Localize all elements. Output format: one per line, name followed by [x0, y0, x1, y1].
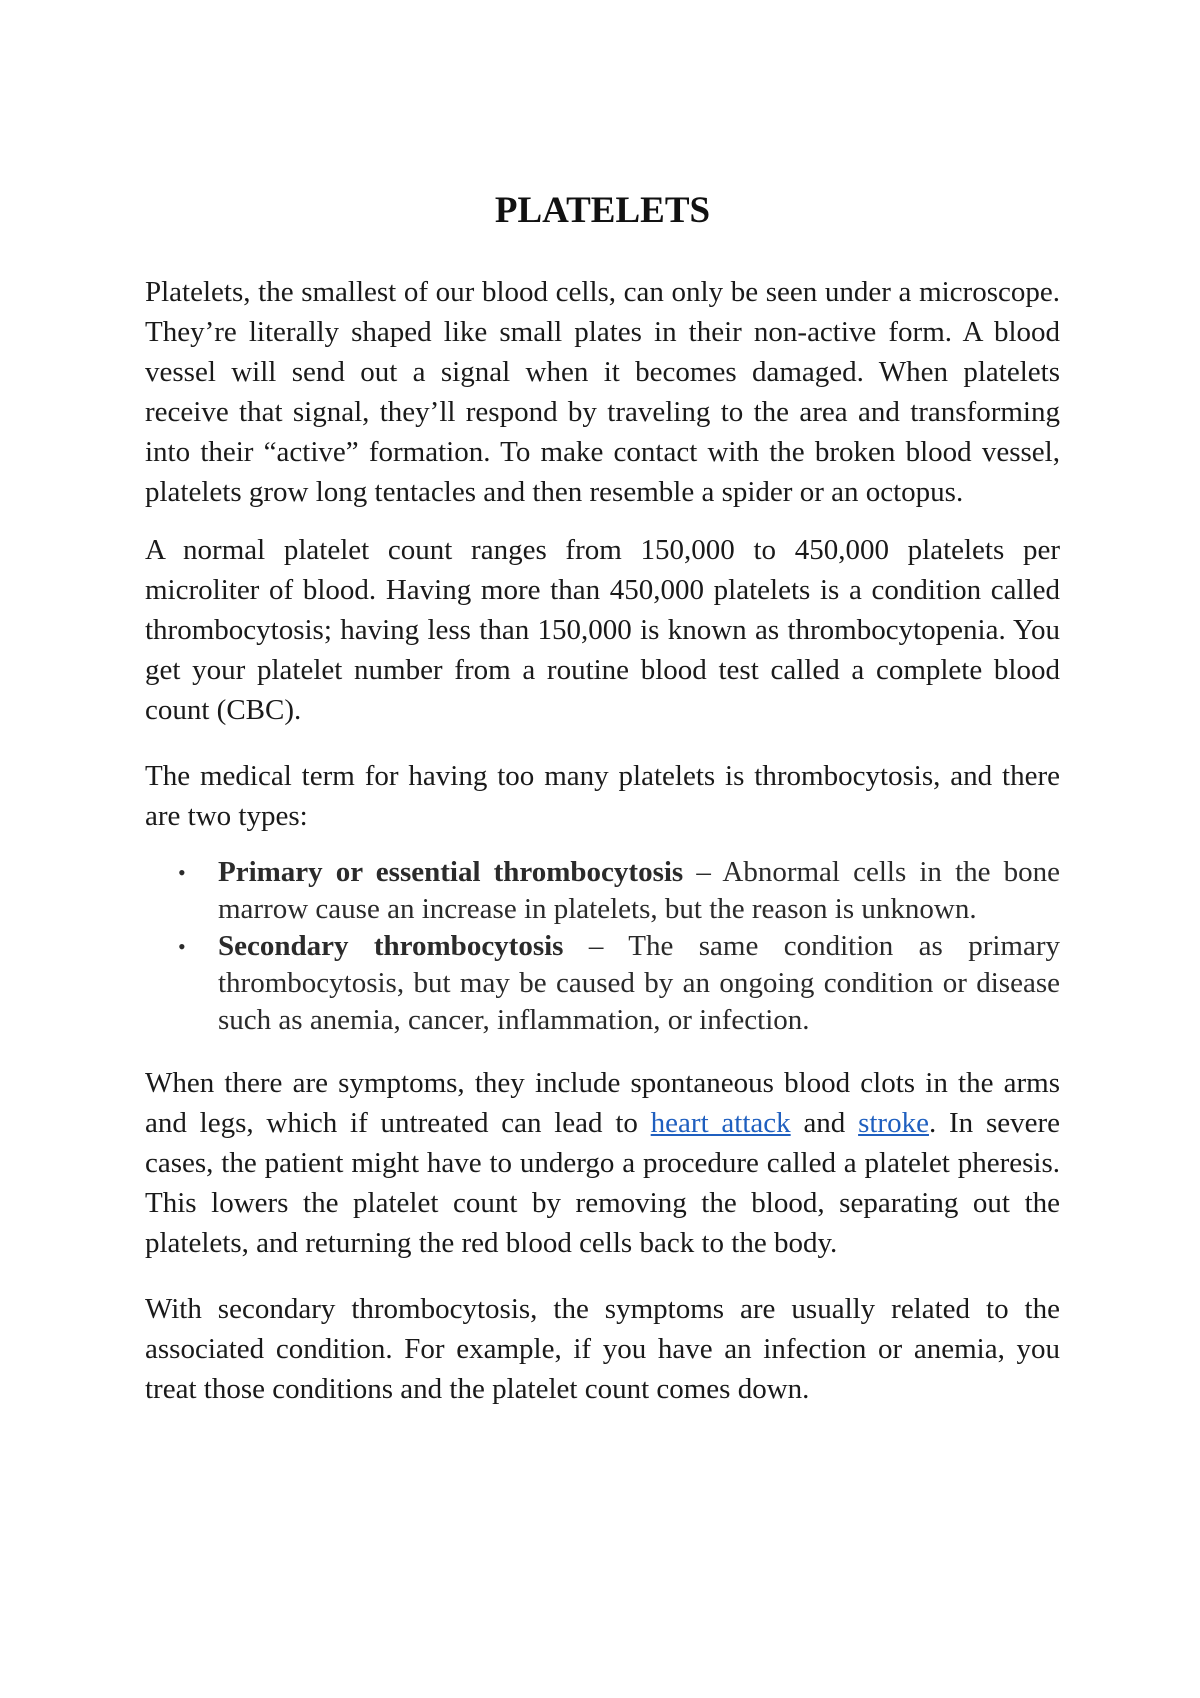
- symptoms-text-after: . In severe cases, the patient might have to undergo a procedure called a platelet pheresis. This lowers the platelet count by removing the blood, separating out the platelets, and returning the red blood cells back to the body.: [145, 1107, 1060, 1259]
- bullet-icon: •: [178, 860, 186, 885]
- paragraph-platelet-count: A normal platelet count ranges from 150,000 to 450,000 platelets per microliter of blood. Having more than 450,000 platelets is a condition called thrombocytosis; having less than 150,000 is known as thrombocytopenia. You get your platelet number from a routine blood test called a complete blood count (CBC).: [145, 534, 1060, 726]
- list-item: [178, 854, 1060, 928]
- thrombocytosis-types-list: [145, 854, 1060, 1039]
- paragraph-thrombocytosis-intro: The medical term for having too many platelets is thrombocytosis, and there are two types:: [145, 760, 1060, 832]
- bullet-icon: •: [178, 934, 186, 959]
- list-item: [178, 928, 1061, 1039]
- document-title: PLATELETS: [494, 190, 711, 231]
- heart-attack-link[interactable]: heart attack: [650, 1107, 791, 1139]
- list-item-term: Secondary thrombocytosis: [218, 930, 564, 962]
- paragraph-secondary-symptoms: With secondary thrombocytosis, the symptoms are usually related to the associated condition. For example, if you have an infection or anemia, you treat those conditions and the platelet count comes down.: [145, 1293, 1060, 1405]
- list-item-description: – Abnormal cells in the bone marrow cause an increase in platelets, but the reason is unknown.: [218, 856, 1060, 925]
- symptoms-text-middle: and: [790, 1107, 859, 1139]
- paragraph-intro: Platelets, the smallest of our blood cells, can only be seen under a microscope. They’re literally shaped like small plates in their non-active form. A blood vessel will send out a signal when it becomes damaged. When platelets receive that signal, they’ll respond by traveling to the area and transforming into their “active” formation. To make contact with the broken blood vessel, platelets grow long tentacles and then resemble a spider or an octopus.: [145, 276, 1060, 508]
- document-body: [145, 188, 1060, 1427]
- stroke-link[interactable]: stroke: [858, 1107, 929, 1139]
- symptoms-text-before: When there are symptoms, they include spontaneous blood clots in the arms and legs, which if untreated can lead to: [145, 1067, 1060, 1139]
- list-item-description: – The same condition as primary thrombocytosis, but may be caused by an ongoing condition or disease such as anemia, cancer, inflammation, or infection.: [218, 930, 1061, 1036]
- paragraph-symptoms: [145, 1063, 1060, 1263]
- list-item-term: Primary or essential thrombocytosis: [218, 856, 684, 888]
